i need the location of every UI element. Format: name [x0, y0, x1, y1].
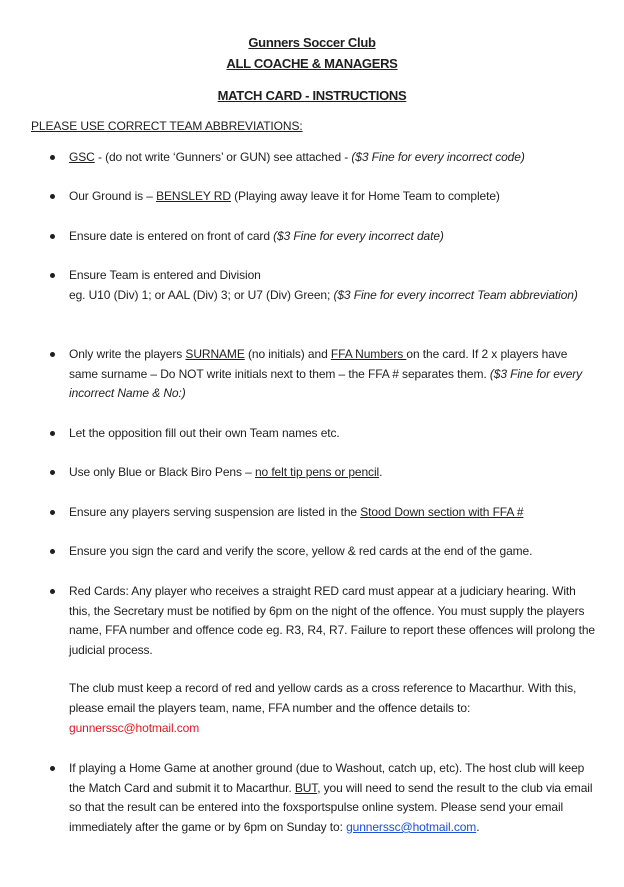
list-item-red-cards [50, 582, 595, 738]
audience-heading: ALL COACHE & MANAGERS [226, 56, 398, 71]
ground-name: BENSLEY RD [156, 189, 231, 203]
fine-note: ($3 Fine for every incorrect code) [351, 150, 525, 164]
bullet-icon [50, 352, 55, 357]
list-item-home-game [50, 759, 595, 837]
pens-end: . [379, 465, 383, 479]
abbreviations-intro: PLEASE USE CORRECT TEAM ABBREVIATIONS: [31, 119, 303, 133]
bullet-icon [50, 155, 55, 160]
list-item-team [50, 266, 595, 305]
surname-text-mid: (no initials) and [244, 347, 331, 361]
list-item-sign [50, 542, 595, 562]
abbreviation-text: - (do not write ‘Gunners’ or GUN) see attached - [94, 150, 352, 164]
surname-text-post: on the card. If 2 x players have same surname – Do NOT write initials next to them – the FFA # separates them. [69, 347, 568, 381]
team-example: eg. U10 (Div) 1; or AAL (Div) 3; or U7 (Div) Green; [69, 287, 334, 302]
club-email-link[interactable]: gunnerssc@hotmail.com [346, 819, 477, 834]
page-title: MATCH CARD - INSTRUCTIONS [217, 88, 407, 103]
list-item-suspension [50, 503, 595, 523]
bullet-icon [50, 431, 55, 436]
sign-text: Ensure you sign the card and verify the score, yellow & red cards at the end of the game. [69, 544, 533, 558]
fine-note: ($3 Fine for every incorrect Team abbreviation) [333, 287, 578, 302]
bullet-icon [50, 273, 55, 278]
list-item-ground [50, 187, 595, 207]
pens-text: Use only Blue or Black Biro Pens – [69, 465, 255, 479]
ground-note: (Playing away leave it for Home Team to complete) [230, 189, 500, 203]
bullet-icon [50, 194, 55, 199]
surname-keyword: SURNAME [185, 347, 245, 361]
bullet-icon [50, 589, 55, 594]
fine-note: ($3 Fine for every incorrect date) [273, 229, 444, 243]
list-item-opposition [50, 424, 595, 444]
date-text: Ensure date is entered on front of card [69, 229, 274, 243]
suspension-text: Ensure any players serving suspension are listed in the [69, 505, 361, 519]
pens-warning: no felt tip pens or pencil [254, 465, 380, 479]
ground-text: Our Ground is – [69, 189, 157, 203]
bullet-icon [50, 766, 55, 771]
bullet-icon [50, 510, 55, 515]
opposition-text: Let the opposition fill out their own Team names etc. [69, 426, 340, 440]
club-email-text: gunnerssc@hotmail.com [69, 720, 200, 735]
list-item-abbreviation [50, 148, 595, 168]
bullet-icon [50, 234, 55, 239]
record-text: The club must keep a record of red and yellow cards as a cross reference to Macarthur. With this, please email the players team, name, FFA number and the offence details to: [69, 681, 577, 715]
bullet-icon [50, 549, 55, 554]
home-game-text-post: , you will need to send the result to the club via email so that the result can be entered into the foxsportspulse online system. Please send your email immediately after the game or by 6pm on Sunday to: [69, 780, 593, 834]
list-item-pens [50, 463, 595, 483]
list-item-surname [50, 345, 595, 404]
red-cards-text: Red Cards: Any player who receives a straight RED card must appear at a judiciary hearing. With this, the Secretary must be notified by 6pm on the night of the offence. You must supply the players name, FFA number and offence code eg. R3, R4, R7. Failure to report these offences will prolong the judicial process. [69, 584, 595, 657]
surname-text: Only write the players [69, 347, 186, 361]
but-keyword: BUT [294, 780, 318, 795]
list-item-date [50, 227, 595, 247]
bullet-icon [50, 470, 55, 475]
home-game-text: If playing a Home Game at another ground (due to Washout, catch up, etc). The host club will keep the Match Card and submit it to Macarthur. [69, 761, 585, 795]
ffa-numbers-keyword: FFA Numbers [330, 347, 407, 361]
team-text: Ensure Team is entered and Division [69, 268, 261, 282]
home-game-end: . [476, 819, 480, 834]
stood-down-section: Stood Down section with FFA # [360, 505, 524, 519]
club-code: GSC [69, 150, 95, 164]
fine-note: ($3 Fine for every incorrect Name & No:) [69, 366, 583, 401]
club-name-heading: Gunners Soccer Club [248, 35, 376, 50]
